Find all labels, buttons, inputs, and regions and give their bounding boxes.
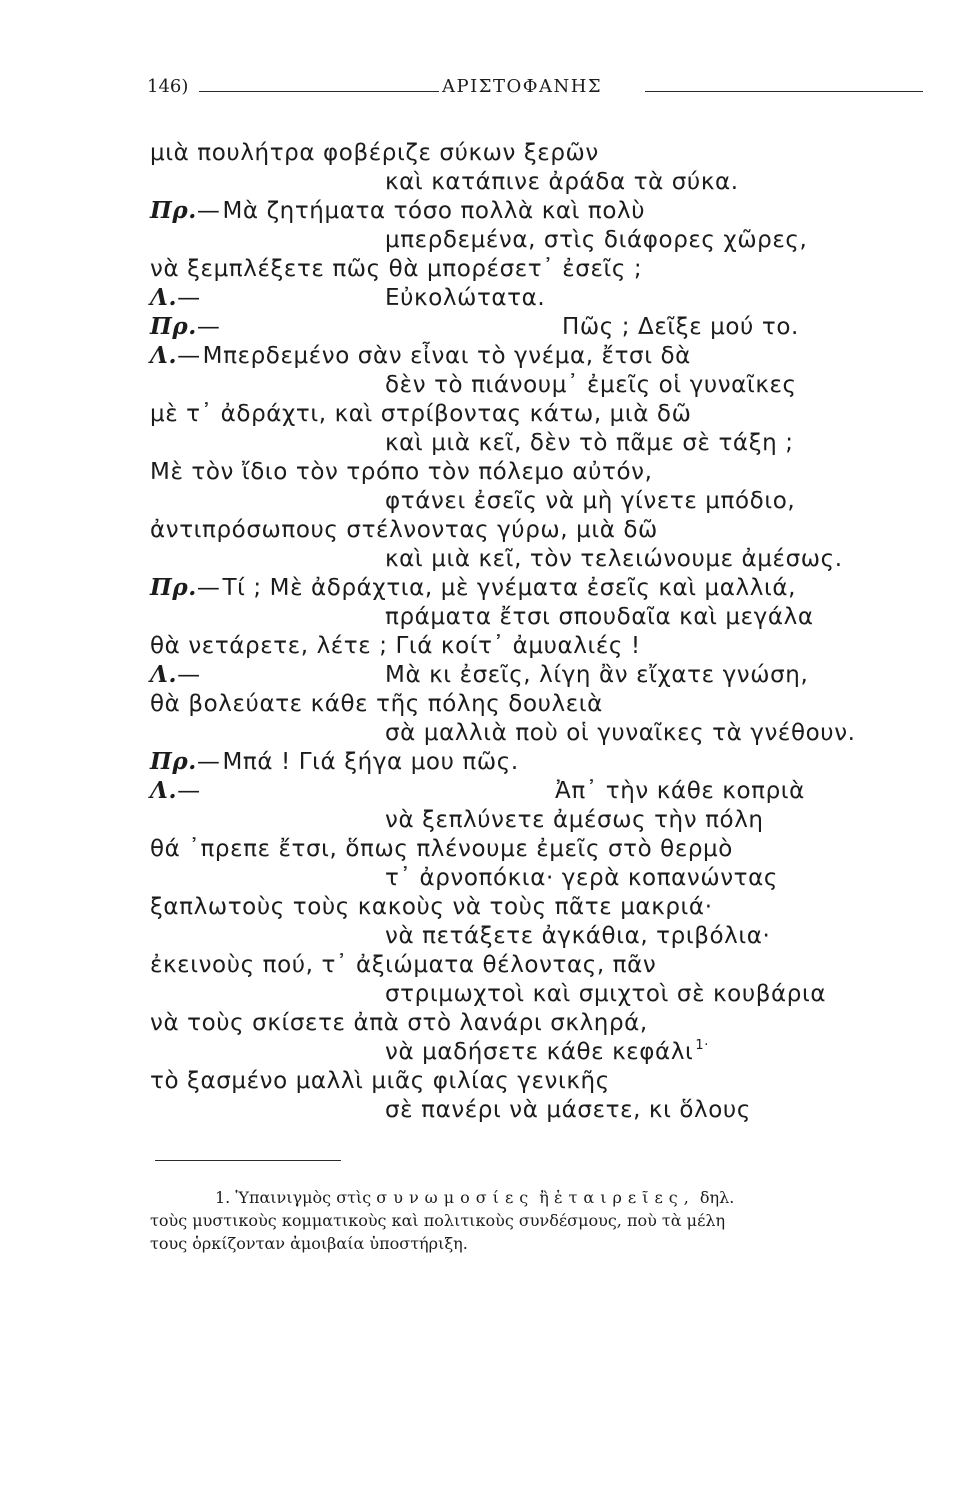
line-text: Μὲ τὸν ἴδιο τὸν τρόπο τὸν πόλεμο αὐτόν, (150, 459, 653, 485)
verse-line (150, 285, 203, 311)
line-text: σὰ μαλλιὰ ποὺ οἱ γυναῖκες τὰ γνέθουν. (385, 720, 856, 746)
verse-line (385, 1097, 751, 1123)
footnote-text: ἢ (539, 1188, 549, 1207)
verse-line (385, 604, 814, 630)
line-text: μὲ τ᾿ ἀδράχτι, καὶ στρίβοντας κάτω, μιὰ δῶ (150, 401, 692, 427)
verse-line (150, 198, 645, 224)
footnote-emphasis: συνωμοσίες (376, 1188, 535, 1207)
verse-line (385, 546, 843, 572)
verse-line (150, 140, 599, 166)
line-text: Ἀπ᾿ τὴν κάθε κοπριὰ (555, 778, 805, 804)
verse-line (385, 981, 826, 1007)
verse-line (150, 459, 653, 485)
footnote-text: τους ὁρκίζονταν ἀμοιβαία ὑποστήριξη. (150, 1234, 468, 1253)
line-text: σὲ πανέρι νὰ μάσετε, κι ὅλους (385, 1097, 751, 1123)
speaker-dash: — (177, 778, 201, 804)
verse-line (150, 691, 603, 717)
line-text: καὶ κατάπινε ἀράδα τὰ σύκα. (385, 169, 739, 195)
verse-line (385, 720, 856, 746)
footnote-rule (155, 1160, 341, 1161)
line-text: Εὐκολώτατα. (385, 285, 546, 311)
footnote-line (215, 1188, 734, 1208)
verse-line (385, 227, 807, 253)
footnote-emphasis: ἑταιρεῖες, (553, 1188, 695, 1207)
footnote-line (150, 1234, 468, 1254)
speaker-dash: — (196, 749, 221, 775)
verse-line (150, 952, 656, 978)
verse-line (385, 662, 808, 688)
line-text: Μπερδεμένο σὰν εἶναι τὸ γνέμα, ἔτσι δὰ (202, 343, 691, 369)
line-text: θά ᾿πρεπε ἔτσι, ὅπως πλένουμε ἐμεῖς στὸ θερμὸ (150, 836, 733, 862)
running-title: ΑΡΙΣΤΟΦΑΝΗΣ (442, 76, 603, 97)
speaker-label: Πρ. (150, 574, 197, 601)
line-text: φτάνει ἐσεῖς νὰ μὴ γίνετε μπόδιο, (385, 488, 796, 514)
line-text: Μὰ ζητήματα τόσο πολλὰ καὶ πολὺ (222, 198, 646, 224)
verse-line (150, 256, 642, 282)
line-text: μπερδεμένα, στὶς διάφορες χῶρες, (385, 227, 808, 253)
line-text: στριμωχτοὶ καὶ σμιχτοὶ σὲ κουβάρια (385, 981, 827, 1007)
speaker-dash: — (177, 343, 201, 369)
line-text: Μὰ κι ἐσεῖς, λίγη ἂν εἴχατε γνώση, (385, 662, 809, 688)
verse-line (150, 749, 519, 775)
speaker-label: Λ. (150, 661, 178, 688)
verse-line (385, 807, 764, 833)
line-text: πράματα ἔτσι σπουδαῖα καὶ μεγάλα (385, 604, 814, 630)
line-text: τὸ ξασμένο μαλλὶ μιᾶς φιλίας γενικῆς (150, 1068, 610, 1094)
line-text: νὰ ξεπλύνετε ἀμέσως τὴν πόλη (385, 807, 764, 833)
footnote-text: δηλ. (699, 1188, 735, 1207)
line-text: Τί ; Μὲ ἀδράχτια, μὲ γνέματα ἐσεῖς καὶ μαλλιά, (222, 575, 797, 601)
verse-line (150, 343, 691, 369)
verse-line (385, 865, 778, 891)
line-text: δὲν τὸ πιάνουμ᾿ ἐμεῖς οἱ γυναῖκες (385, 372, 797, 398)
verse-line (385, 488, 795, 514)
speaker-dash: — (196, 575, 221, 601)
verse-line (150, 517, 658, 543)
verse-line (150, 401, 691, 427)
line-text: θὰ νετάρετε, λέτε ; Γιά κοίτ᾿ ἀμυαλιές ! (150, 633, 641, 659)
verse-line (385, 923, 770, 949)
verse-line (150, 894, 713, 920)
line-text: Πῶς ; Δεῖξε μού το. (562, 314, 799, 340)
line-text: νὰ τοὺς σκίσετε ἀπὰ στὸ λανάρι σκληρά, (150, 1010, 648, 1036)
page-number: 146) (147, 76, 189, 97)
speaker-label: Πρ. (150, 748, 197, 775)
verse-line (385, 372, 797, 398)
verse-line (385, 285, 545, 311)
verse-line (150, 314, 222, 340)
line-text: ἀντιπρόσωπους στέλνοντας γύρω, μιὰ δῶ (150, 517, 658, 543)
speaker-dash: — (177, 662, 201, 688)
verse-line (385, 1039, 709, 1069)
verse-line (385, 430, 794, 456)
speaker-dash: — (196, 314, 221, 340)
speaker-label: Λ. (150, 342, 178, 369)
verse-line (385, 169, 739, 195)
line-text: καὶ μιὰ κεῖ, δὲν τὸ πᾶμε σὲ τάξη ; (385, 430, 794, 456)
verse-line (555, 778, 805, 804)
verse-line (150, 1068, 610, 1094)
line-text: τ᾿ ἀρνοπόκια· γερὰ κοπανώντας (385, 865, 778, 891)
verse-line (150, 662, 203, 688)
speaker-label: Λ. (150, 284, 178, 311)
line-text: νὰ ξεμπλέξετε πῶς θὰ μπορέσετ᾿ ἐσεῖς ; (150, 256, 643, 282)
line-text: μιὰ πουλήτρα φοβέριζε σύκων ξερῶν (150, 140, 599, 166)
verse-line (150, 1010, 648, 1036)
footnote-text: τοὺς μυστικοὺς κομματικοὺς καὶ πολιτικοὺς συνδέσμους, ποὺ τὰ μέλη (150, 1211, 726, 1230)
line-text: Μπά ! Γιά ξήγα μου πῶς. (222, 749, 519, 775)
verse-line (562, 314, 799, 340)
speaker-dash: — (177, 285, 201, 311)
line-text: καὶ μιὰ κεῖ, τὸν τελειώνουμε ἀμέσως. (385, 546, 843, 572)
footnote-reference: 1· (695, 1038, 710, 1053)
verse-line (150, 633, 641, 659)
speaker-dash: — (196, 198, 221, 224)
speaker-label: Λ. (150, 777, 178, 804)
line-text: ξαπλωτοὺς τοὺς κακοὺς νὰ τοὺς πᾶτε μακριά· (150, 894, 713, 920)
verse-line (150, 836, 733, 862)
line-text: νὰ πετάξετε ἀγκάθια, τριβόλια· (385, 923, 771, 949)
verse-line (150, 778, 203, 804)
line-text: θὰ βολεύατε κάθε τῆς πόλης δουλειὰ (150, 691, 603, 717)
verse-line (150, 575, 796, 601)
line-text: ἐκεινοὺς πού, τ᾿ ἀξιώματα θέλοντας, πᾶν (150, 952, 657, 978)
footnote-text: 1. Ὑπαινιγμὸς στὶς (215, 1188, 372, 1207)
speaker-label: Πρ. (150, 313, 197, 340)
speaker-label: Πρ. (150, 197, 197, 224)
line-text: νὰ μαδήσετε κάθε κεφάλι (385, 1039, 694, 1065)
footnote-line (150, 1211, 725, 1231)
